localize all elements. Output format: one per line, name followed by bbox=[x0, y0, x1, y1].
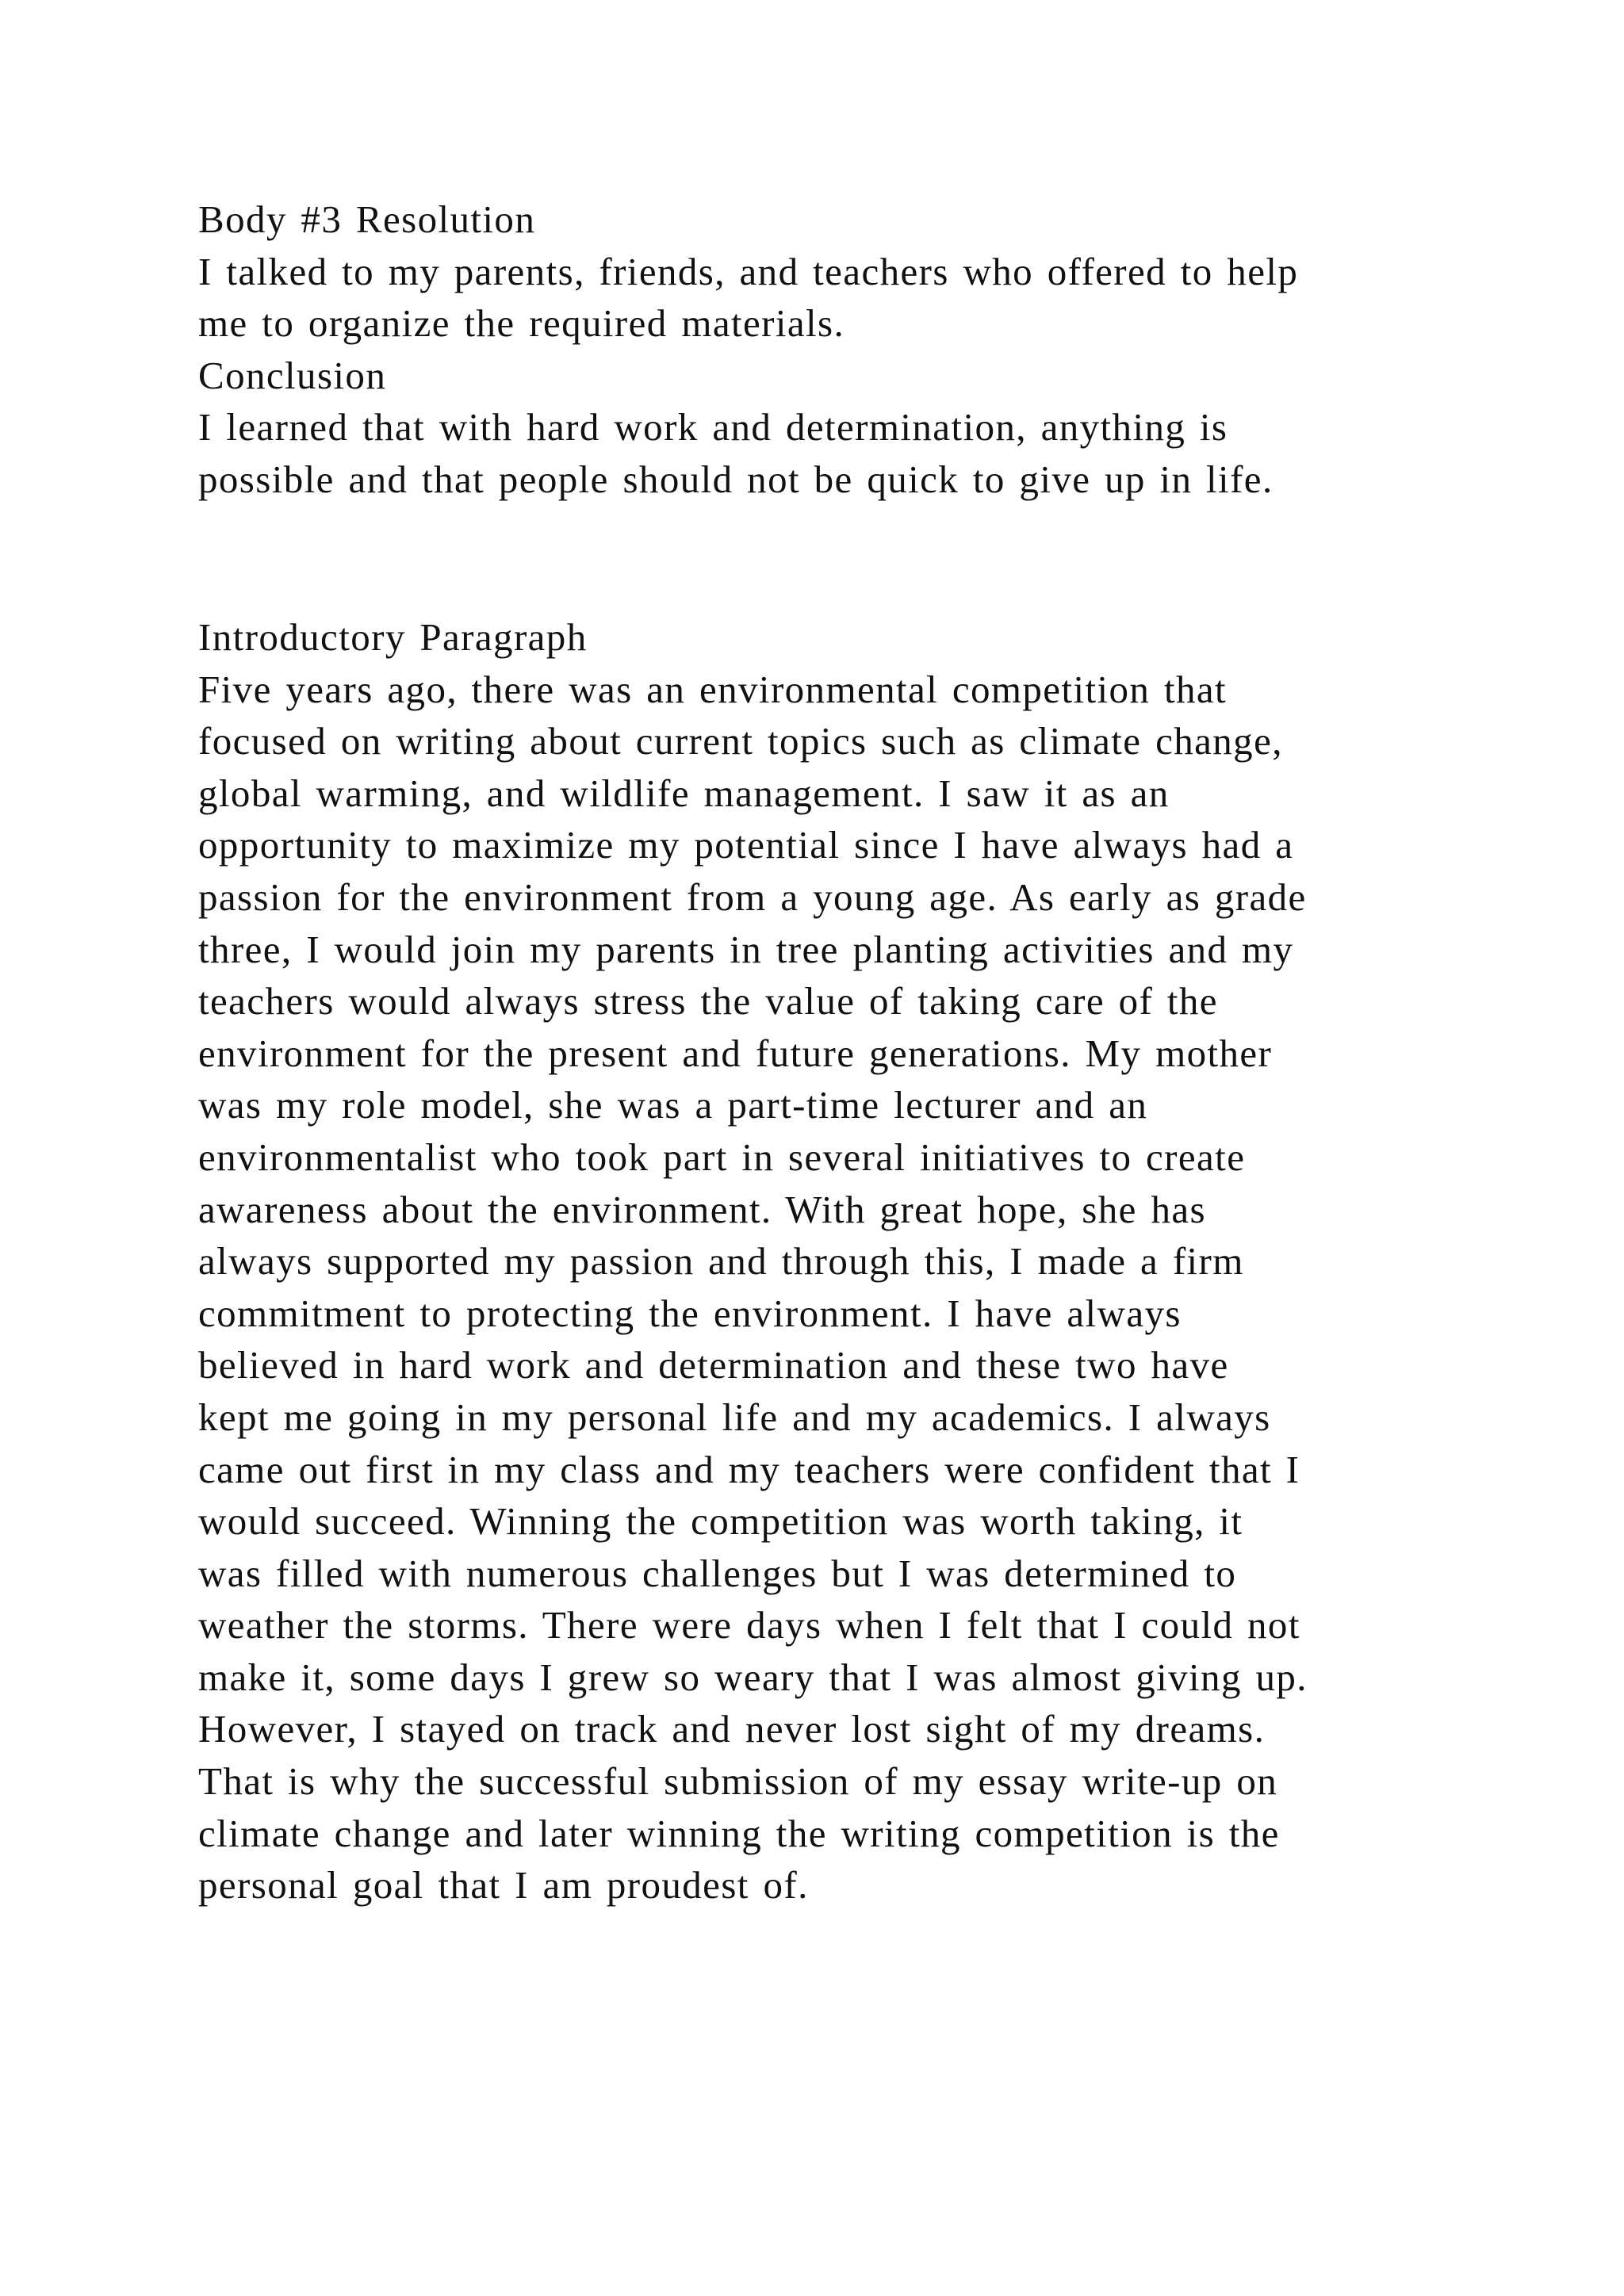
introductory-paragraph-section bbox=[198, 611, 1467, 1911]
text-line: always supported my passion and through this, I made a firm bbox=[198, 1239, 1244, 1284]
text-line: environmentalist who took part in several initiatives to create bbox=[198, 1135, 1246, 1179]
text-line: opportunity to maximize my potential since I have always had a bbox=[198, 823, 1294, 867]
text-line: kept me going in my personal life and my academics. I always bbox=[198, 1395, 1271, 1439]
text-line: three, I would join my parents in tree planting activities and my bbox=[198, 927, 1294, 971]
text-line: awareness about the environment. With great hope, she has bbox=[198, 1187, 1206, 1231]
text-line: However, I stayed on track and never lost sight of my dreams. bbox=[198, 1707, 1266, 1751]
text-line: Five years ago, there was an environmental competition that bbox=[198, 667, 1228, 711]
text-line: was my role model, she was a part-time lecturer and an bbox=[198, 1083, 1148, 1127]
text-line: personal goal that I am proudest of. bbox=[198, 1863, 809, 1908]
section-heading-body-3-resolution: Body #3 Resolution bbox=[198, 197, 536, 241]
text-line: I talked to my parents, friends, and teachers who offered to help bbox=[198, 249, 1299, 293]
text-line: commitment to protecting the environment. I have always bbox=[198, 1291, 1182, 1335]
body-conclusion-section bbox=[198, 193, 1467, 506]
text-line: global warming, and wildlife management. I saw it as an bbox=[198, 771, 1170, 815]
text-line: climate change and later winning the writing competition is the bbox=[198, 1811, 1280, 1855]
text-line: possible and that people should not be quick to give up in life. bbox=[198, 457, 1274, 501]
text-line: believed in hard work and determination and these two have bbox=[198, 1343, 1229, 1387]
text-line: focused on writing about current topics such as climate change, bbox=[198, 719, 1283, 763]
text-line: me to organize the required materials. bbox=[198, 301, 845, 346]
section-heading-conclusion: Conclusion bbox=[198, 353, 387, 397]
section-heading-introductory-paragraph: Introductory Paragraph bbox=[198, 615, 588, 659]
text-line: That is why the successful submission of my essay write-up on bbox=[198, 1759, 1278, 1804]
text-line: environment for the present and future generations. My mother bbox=[198, 1031, 1273, 1075]
text-line: I learned that with hard work and determination, anything is bbox=[198, 405, 1228, 450]
text-line: make it, some days I grew so weary that I was almost giving up. bbox=[198, 1655, 1308, 1699]
text-line: teachers would always stress the value of taking care of the bbox=[198, 979, 1218, 1024]
text-line: was filled with numerous challenges but I was determined to bbox=[198, 1551, 1237, 1595]
text-line: came out first in my class and my teachers were confident that I bbox=[198, 1447, 1300, 1491]
text-line: weather the storms. There were days when I felt that I could not bbox=[198, 1603, 1300, 1647]
text-line: would succeed. Winning the competition was worth taking, it bbox=[198, 1499, 1243, 1544]
text-line: passion for the environment from a young age. As early as grade bbox=[198, 874, 1307, 919]
